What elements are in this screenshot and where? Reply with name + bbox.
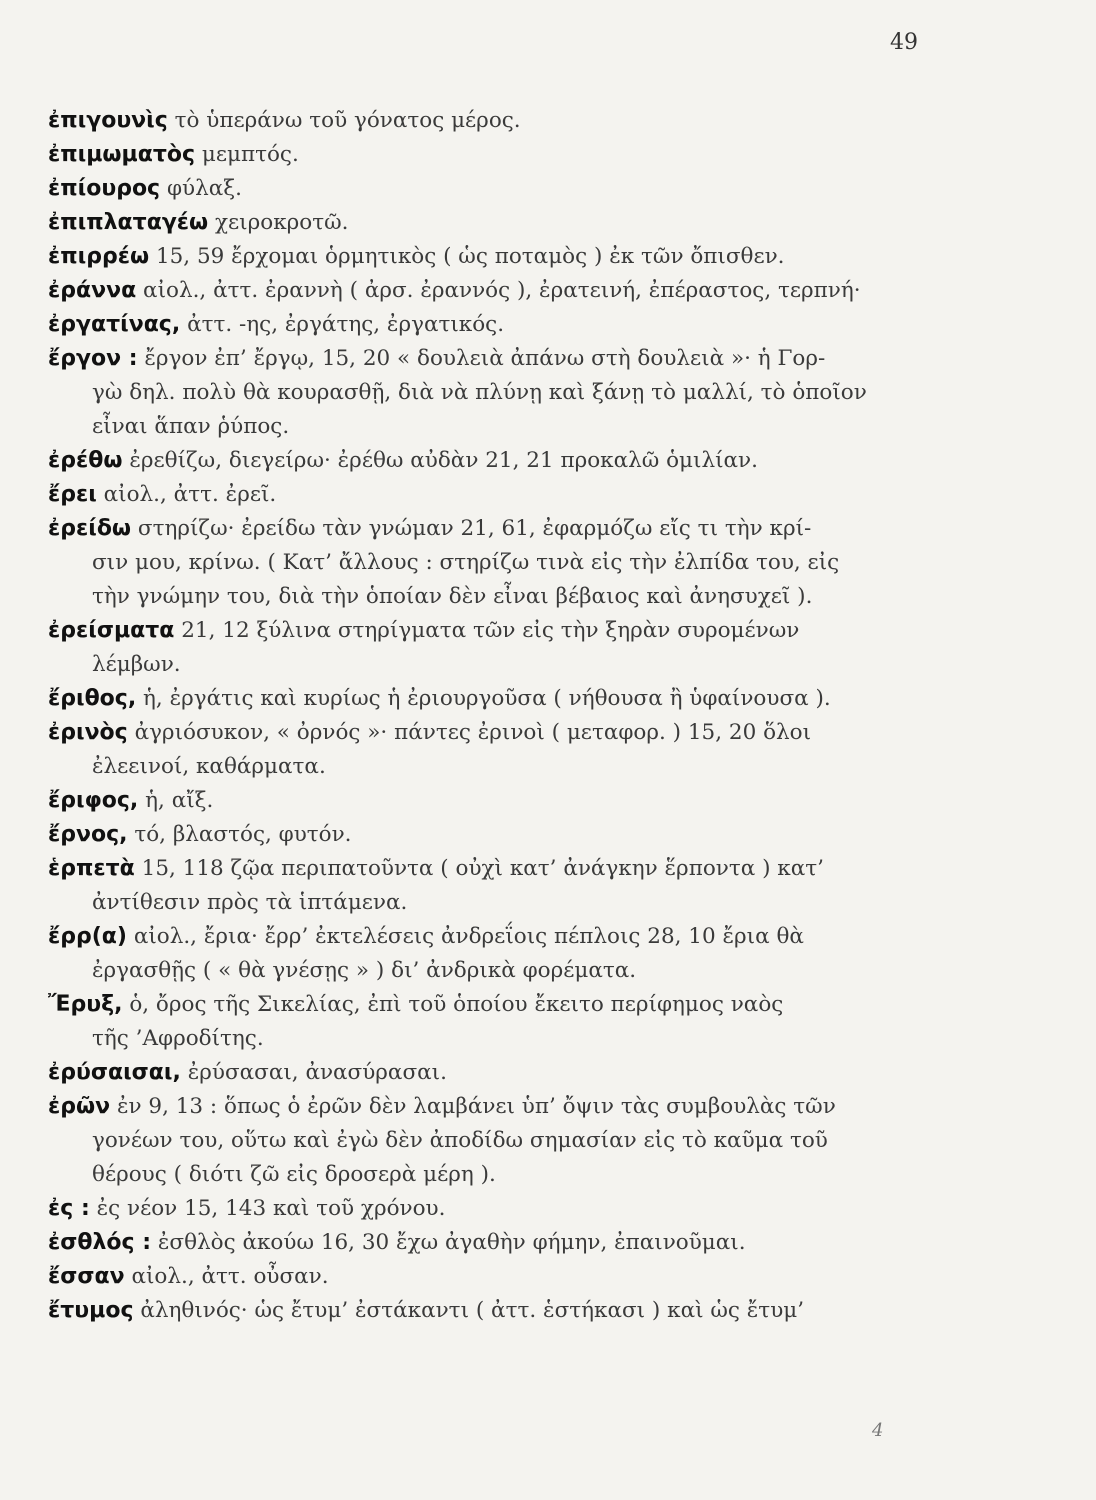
definition-continued: ἐλεεινοί, καθάρματα. xyxy=(92,754,326,779)
headword: ἐπιγουνὶς xyxy=(48,108,168,133)
definition: ἐσθλὸς ἀκούω 16, 30 ἔχω ἀγαθὴν φήμην, ἐπαινοῦμαι. xyxy=(157,1230,746,1255)
headword: ἔτυμος xyxy=(48,1298,134,1323)
page-number: 49 xyxy=(890,30,918,55)
dictionary-entries xyxy=(48,104,1058,1328)
entry-erpeta-continued xyxy=(48,886,1058,920)
entry-eryx xyxy=(48,988,1058,1022)
definition: 15, 59 ἔρχομαι ὁρμητικὸς ( ὡς ποταμὸς ) ἐκ τῶν ὄπισθεν. xyxy=(155,244,785,269)
headword: ἐπιπλαταγέω xyxy=(48,210,209,235)
definition: ἡ, ἐργάτις καὶ κυρίως ἡ ἐριουργοῦσα ( νήθουσα ἢ ὑφαίνουσα ). xyxy=(143,686,831,711)
definition: ἀγριόσυκον, « ὀρνός »· πάντες ἐρινοὶ ( μεταφορ. ) 15, 20 ὅλοι xyxy=(134,720,812,745)
entry-ereismata-continued xyxy=(48,648,1058,682)
definition: τό, βλαστός, φυτόν. xyxy=(134,822,352,847)
entry-erpeta xyxy=(48,852,1058,886)
entry-eron-continued xyxy=(48,1158,1058,1192)
entry-ergon-continued xyxy=(48,410,1058,444)
definition: ἐρεθίζω, διεγείρω· ἐρέθω αὐδὰν 21, 21 προκαλῶ ὁμιλίαν. xyxy=(129,448,758,473)
headword: ἔσσαν xyxy=(48,1264,125,1289)
entry-ergatinas xyxy=(48,308,1058,342)
entry-erinos xyxy=(48,716,1058,750)
entry-eron xyxy=(48,1090,1058,1124)
definition: ἐρύσασαι, ἀνασύρασαι. xyxy=(187,1060,447,1085)
headword: ἐργατίνας, xyxy=(48,312,181,337)
headword: ἐρῶν xyxy=(48,1094,111,1119)
entry-ergon-continued xyxy=(48,376,1058,410)
headword: ἐς : xyxy=(48,1196,90,1221)
headword: ἑρπετὰ xyxy=(48,856,135,881)
definition: ἐν 9, 13 : ὅπως ὁ ἐρῶν δὲν λαμβάνει ὑπ’ ὄψιν τὰς συμβουλὰς τῶν xyxy=(116,1094,836,1119)
definition: ἀττ. -ης, ἐργάτης, ἐργατικός. xyxy=(187,312,505,337)
headword: ἔρρ(α) xyxy=(48,924,127,949)
headword: ἐρύσαισαι, xyxy=(48,1060,181,1085)
entry-eron-continued xyxy=(48,1124,1058,1158)
headword: ἔριθος, xyxy=(48,686,137,711)
definition: ὁ, ὄρος τῆς Σικελίας, ἐπὶ τοῦ ὁποίου ἔκειτο περίφημος ναὸς xyxy=(129,992,784,1017)
entry-erysaisai xyxy=(48,1056,1058,1090)
headword: ἐπιρρέω xyxy=(48,244,150,269)
entry-etymos xyxy=(48,1294,1058,1328)
definition: ἐς νέον 15, 143 καὶ τοῦ χρόνου. xyxy=(96,1196,446,1221)
entry-ereido xyxy=(48,512,1058,546)
entry-erra-continued xyxy=(48,954,1058,988)
definition: φύλαξ. xyxy=(166,176,242,201)
entry-erra xyxy=(48,920,1058,954)
definition-continued: τὴν γνώμην του, διὰ τὴν ὁποίαν δὲν εἶναι βέβαιος καὶ ἀνησυχεῖ ). xyxy=(92,584,813,609)
definition: στηρίζω· ἐρείδω τὰν γνώμαν 21, 61, ἐφαρμόζω εἴς τι τὴν κρί- xyxy=(137,516,812,541)
definition-continued: σιν μου, κρίνω. ( Κατ’ ἄλλους : στηρίζω τινὰ εἰς τὴν ἐλπίδα του, εἰς xyxy=(92,550,840,575)
definition-continued: λέμβων. xyxy=(92,652,181,677)
definition: τὸ ὑπεράνω τοῦ γόνατος μέρος. xyxy=(174,108,521,133)
entry-ereido-continued xyxy=(48,546,1058,580)
entry-esthlos xyxy=(48,1226,1058,1260)
headword: ἐρείσματα xyxy=(48,618,175,643)
headword: ἔριφος, xyxy=(48,788,139,813)
headword: ἔργον : xyxy=(48,346,138,371)
entry-ergon xyxy=(48,342,1058,376)
entry-eriphos xyxy=(48,784,1058,818)
headword: ἐρινὸς xyxy=(48,720,128,745)
entry-ernos xyxy=(48,818,1058,852)
headword: ἐρέθω xyxy=(48,448,123,473)
entry-epirreo xyxy=(48,240,1058,274)
headword: Ἔρυξ, xyxy=(48,992,123,1017)
entry-essan xyxy=(48,1260,1058,1294)
entry-erei xyxy=(48,478,1058,512)
definition: αἰολ., ἀττ. οὖσαν. xyxy=(131,1264,329,1289)
headword: ἐράννα xyxy=(48,278,137,303)
entry-ereido-continued xyxy=(48,580,1058,614)
headword: ἐπιμωματὸς xyxy=(48,142,196,167)
entry-es xyxy=(48,1192,1058,1226)
entry-erithos xyxy=(48,682,1058,716)
entry-epiplatageo xyxy=(48,206,1058,240)
entry-epiouros xyxy=(48,172,1058,206)
definition: 15, 118 ζῷα περιπατοῦντα ( οὐχὶ κατ’ ἀνάγκην ἕρποντα ) κατ’ xyxy=(141,856,824,881)
definition: χειροκροτῶ. xyxy=(215,210,349,235)
definition-continued: ἀντίθεσιν πρὸς τὰ ἱπτάμενα. xyxy=(92,890,408,915)
entry-eretho xyxy=(48,444,1058,478)
definition-continued: γονέων του, οὕτω καὶ ἐγὼ δὲν ἀποδίδω σημασίαν εἰς τὸ καῦμα τοῦ xyxy=(92,1128,828,1153)
entry-epimomatos xyxy=(48,138,1058,172)
entry-eryx-continued xyxy=(48,1022,1058,1056)
entry-eranna xyxy=(48,274,1058,308)
headword: ἔρνος, xyxy=(48,822,128,847)
definition: ἡ, αἴξ. xyxy=(145,788,214,813)
definition-continued: γὼ δηλ. πολὺ θὰ κουρασθῇ, διὰ νὰ πλύνῃ καὶ ξάνῃ τὸ μαλλί, τὸ ὁποῖον xyxy=(92,380,867,405)
definition: αἰολ., ἀττ. ἐρεῖ. xyxy=(103,482,277,507)
definition-continued: εἶναι ἅπαν ῥύπος. xyxy=(92,414,290,439)
definition: αἰολ., ἔρια· ἔρρ’ ἐκτελέσεις ἀνδρεΐοις πέπλοις 28, 10 ἔρια θὰ xyxy=(133,924,804,949)
definition: ἔργον ἐπ’ ἔργῳ, 15, 20 « δουλειὰ ἀπάνω στὴ δουλειὰ »· ἡ Γορ- xyxy=(144,346,826,371)
definition-continued: ἐργασθῇς ( « θὰ γνέσῃς » ) δι’ ἀνδρικὰ φορέματα. xyxy=(92,958,637,983)
definition: 21, 12 ξύλινα στηρίγματα τῶν εἰς τὴν ξηρὰν συρομένων xyxy=(181,618,800,643)
headword: ἔρει xyxy=(48,482,97,507)
entry-ereismata xyxy=(48,614,1058,648)
entry-erinos-continued xyxy=(48,750,1058,784)
definition: ἀληθινός· ὡς ἔτυμ’ ἐστάκαντι ( ἀττ. ἑστήκασι ) καὶ ὡς ἔτυμ’ xyxy=(140,1298,805,1323)
headword: ἐρείδω xyxy=(48,516,132,541)
definition-continued: θέρους ( διότι ζῶ εἰς δροσερὰ μέρη ). xyxy=(92,1162,496,1187)
headword: ἐσθλός : xyxy=(48,1230,152,1255)
signature-mark: 4 xyxy=(872,1420,884,1441)
definition: μεμπτός. xyxy=(201,142,299,167)
headword: ἐπίουρος xyxy=(48,176,161,201)
definition-continued: τῆς ’Αφροδίτης. xyxy=(92,1026,264,1051)
definition: αἰολ., ἀττ. ἐραννὴ ( ἀρσ. ἐραννός ), ἐρατεινή, ἐπέραστος, τερπνή· xyxy=(143,278,861,303)
entry-epigounis xyxy=(48,104,1058,138)
